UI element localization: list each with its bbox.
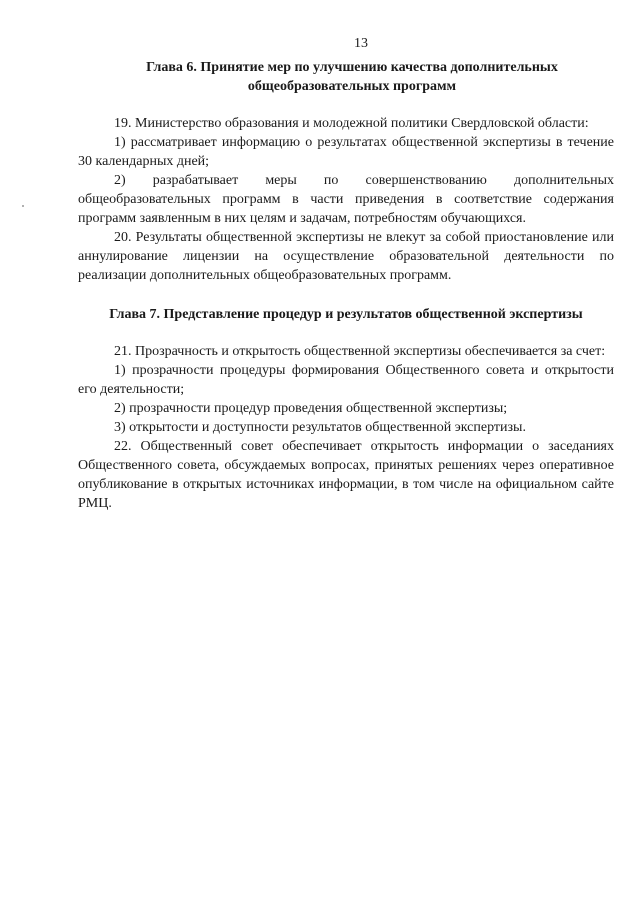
paragraph-21-item-3: 3) открытости и доступности результатов общественной экспертизы. <box>114 420 526 435</box>
chapter-6-title: Глава 6. Принятие мер по улучшению качества дополнительных общеобразовательных программ <box>146 60 558 94</box>
scan-artifact <box>22 205 24 207</box>
paragraph-22: 22. Общественный совет обеспечивает открытость информации о заседаниях Общественного совета, обсуждаемых вопросах, принятых решениях через оперативное опубликование в открытых источниках информации, в том числе на официальном сайте РМЦ. <box>78 439 614 511</box>
paragraph-20: 20. Результаты общественной экспертизы не влекут за собой приостановление или аннулирование лицензии на осуществление образовательной деятельности по реализации дополнительных общеобразовательных программ. <box>78 230 614 283</box>
page-number: 13 <box>354 36 368 51</box>
chapter-7-title: Глава 7. Представление процедур и результатов общественной экспертизы <box>109 307 583 322</box>
paragraph-19-item-2: 2) разрабатывает меры по совершенствованию дополнительных общеобразовательных программ в части приведения в соответствие содержания программ заявленным в них целям и задачам, потребностям обучающихся. <box>78 173 614 226</box>
paragraph-21: 21. Прозрачность и открытость общественной экспертизы обеспечивается за счет: <box>114 344 606 359</box>
paragraph-21-item-1: 1) прозрачности процедуры формирования Общественного совета и открытости его деятельности; <box>78 363 614 397</box>
paragraph-19: 19. Министерство образования и молодежной политики Свердловской области: <box>114 116 589 131</box>
paragraph-21-item-2: 2) прозрачности процедур проведения общественной экспертизы; <box>114 401 508 416</box>
paragraph-19-item-1: 1) рассматривает информацию о результатах общественной экспертизы в течение 30 календарных дней; <box>78 135 614 169</box>
